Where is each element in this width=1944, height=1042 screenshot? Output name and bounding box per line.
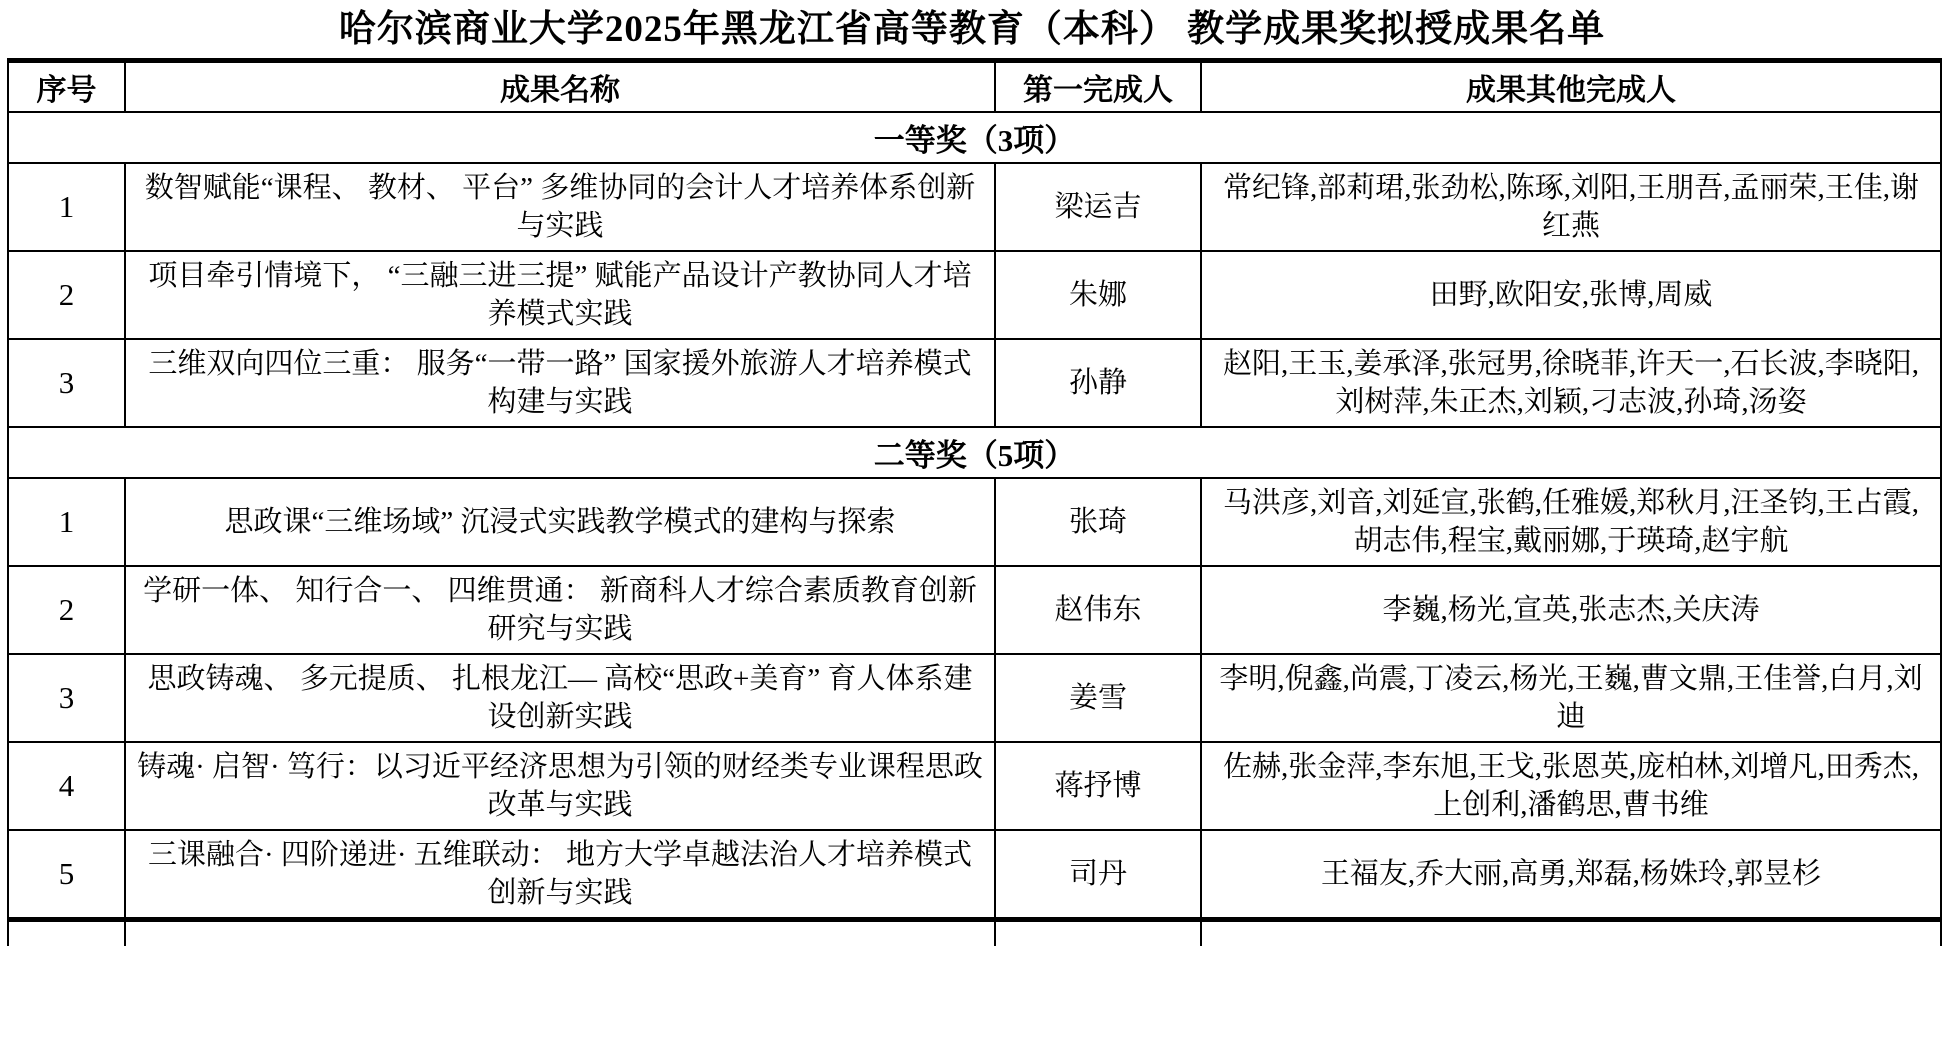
table-row	[8, 830, 1941, 920]
empty-cell	[995, 920, 1201, 947]
first-completer-cell: 赵伟东	[995, 566, 1201, 654]
serial-number-cell: 1	[8, 163, 125, 251]
page-title: 哈尔滨商业大学2025年黑龙江省高等教育（本科） 教学成果奖拟授成果名单	[338, 9, 1606, 50]
achievement-name-cell: 三课融合· 四阶递进· 五维联动： 地方大学卓越法治人才培养模式创新与实践	[125, 830, 995, 920]
table-header-row	[8, 61, 1941, 113]
serial-number-cell: 3	[8, 339, 125, 427]
serial-number-cell: 2	[8, 566, 125, 654]
serial-number-cell: 1	[8, 478, 125, 566]
other-completers-cell: 常纪锋,部莉珺,张劲松,陈琢,刘阳,王朋吾,孟丽荣,王佳,谢红燕	[1201, 163, 1941, 251]
other-completers-cell: 赵阳,王玉,姜承泽,张冠男,徐晓菲,许天一,石长波,李晓阳,刘树萍,朱正杰,刘颖,刁志波,孙琦,汤姿	[1201, 339, 1941, 427]
serial-number-cell: 5	[8, 830, 125, 920]
first-completer-cell: 姜雪	[995, 654, 1201, 742]
col-header-serial: 序号	[8, 61, 125, 113]
achievement-name-cell: 三维双向四位三重： 服务“一带一路” 国家援外旅游人才培养模式构建与实践	[125, 339, 995, 427]
table-row	[8, 251, 1941, 339]
first-completer-cell: 张琦	[995, 478, 1201, 566]
achievement-name-cell: 学研一体、 知行合一、 四维贯通： 新商科人才综合素质教育创新研究与实践	[125, 566, 995, 654]
section-label: 一等奖（3项）	[8, 112, 1941, 163]
achievement-name-cell: 项目牵引情境下， “三融三进三提” 赋能产品设计产教协同人才培养模式实践	[125, 251, 995, 339]
empty-cell	[1201, 920, 1941, 947]
first-completer-cell: 朱娜	[995, 251, 1201, 339]
section-header-row	[8, 427, 1941, 478]
serial-number-cell: 2	[8, 251, 125, 339]
section-label: 二等奖（5项）	[8, 427, 1941, 478]
col-header-achievement-name: 成果名称	[125, 61, 995, 113]
first-completer-cell: 梁运吉	[995, 163, 1201, 251]
first-completer-cell: 孙静	[995, 339, 1201, 427]
table-row	[8, 566, 1941, 654]
section-header-row	[8, 112, 1941, 163]
achievement-name-cell: 思政铸魂、 多元提质、 扎根龙江— 高校“思政+美育” 育人体系建设创新实践	[125, 654, 995, 742]
table-row	[8, 654, 1941, 742]
partial-row	[8, 920, 1941, 947]
table-row	[8, 478, 1941, 566]
awards-table	[7, 58, 1942, 946]
other-completers-cell: 马洪彦,刘音,刘延宣,张鹤,任雅媛,郑秋月,汪圣钧,王占霞,胡志伟,程宝,戴丽娜,于瑛琦,赵宇航	[1201, 478, 1941, 566]
other-completers-cell: 田野,欧阳安,张博,周威	[1201, 251, 1941, 339]
empty-cell	[8, 920, 125, 947]
serial-number-cell: 3	[8, 654, 125, 742]
table-row	[8, 742, 1941, 830]
other-completers-cell: 佐赫,张金萍,李东旭,王戈,张恩英,庞柏林,刘增凡,田秀杰,上创利,潘鹤思,曹书维	[1201, 742, 1941, 830]
empty-cell	[125, 920, 995, 947]
achievement-name-cell: 铸魂· 启智· 笃行：以习近平经济思想为引领的财经类专业课程思政改革与实践	[125, 742, 995, 830]
other-completers-cell: 李明,倪鑫,尚震,丁凌云,杨光,王巍,曹文鼎,王佳誉,白月,刘迪	[1201, 654, 1941, 742]
col-header-first-completer: 第一完成人	[995, 61, 1201, 113]
table-row	[8, 163, 1941, 251]
first-completer-cell: 司丹	[995, 830, 1201, 920]
table-row	[8, 339, 1941, 427]
other-completers-cell: 李巍,杨光,宣英,张志杰,关庆涛	[1201, 566, 1941, 654]
serial-number-cell: 4	[8, 742, 125, 830]
other-completers-cell: 王福友,乔大丽,高勇,郑磊,杨姝玲,郭昱杉	[1201, 830, 1941, 920]
achievement-name-cell: 数智赋能“课程、 教材、 平台” 多维协同的会计人才培养体系创新与实践	[125, 163, 995, 251]
col-header-other-completers: 成果其他完成人	[1201, 61, 1941, 113]
first-completer-cell: 蒋抒博	[995, 742, 1201, 830]
achievement-name-cell: 思政课“三维场域” 沉浸式实践教学模式的建构与探索	[125, 478, 995, 566]
